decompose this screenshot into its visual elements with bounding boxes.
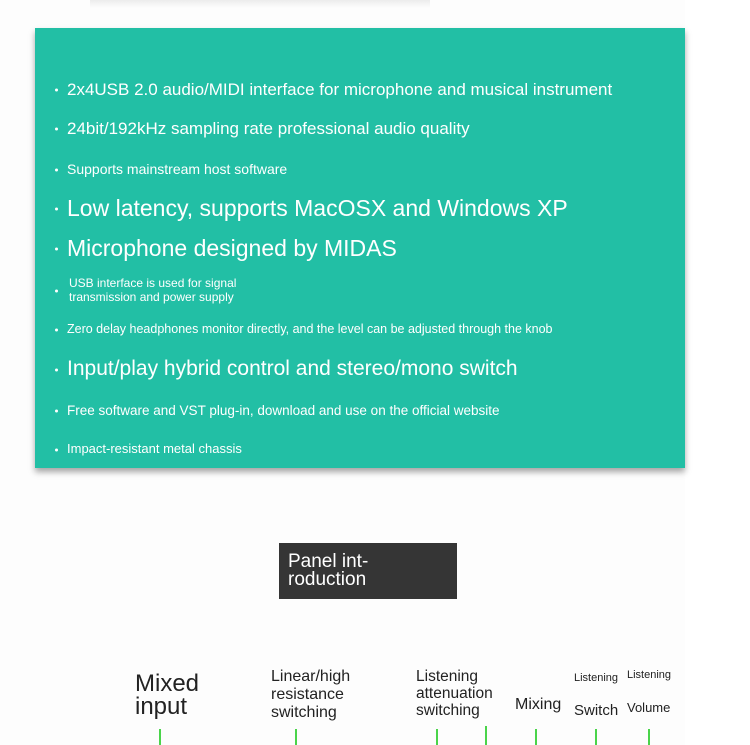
feature-text: Free software and VST plug-in, download and use on the official website	[67, 403, 500, 418]
feature-text: 2x4USB 2.0 audio/MIDI interface for microphone and musical instrument	[67, 80, 613, 99]
feature-text: Input/play hybrid control and stereo/mono switch	[67, 357, 518, 380]
bullet-icon	[55, 247, 58, 250]
pointer-line	[436, 729, 438, 745]
pointer-line	[648, 729, 650, 745]
feature-item	[35, 276, 675, 306]
pointer-line	[535, 729, 537, 745]
bullet-icon	[55, 369, 58, 372]
feature-item	[35, 322, 675, 338]
feature-panel	[35, 28, 685, 468]
pointer-line	[159, 729, 161, 745]
label-listening-switch-top: Listening	[574, 672, 619, 684]
bullet-icon	[55, 89, 58, 92]
feature-text: Impact-resistant metal chassis	[67, 441, 242, 456]
feature-item	[35, 235, 675, 262]
bullet-icon	[55, 410, 58, 413]
top-image-fragment	[90, 0, 430, 8]
feature-text: USB interface is used for signal transmission and power supply	[69, 276, 237, 304]
feature-text: Microphone designed by MIDAS	[67, 235, 397, 261]
label-listening-volume-top: Listening	[627, 669, 672, 681]
label-linear-high-switching: Linear/high resistance switching	[271, 668, 351, 721]
feature-item	[35, 442, 675, 458]
panel-introduction-title: Panel int-roduction	[288, 551, 369, 590]
feature-text: Low latency, supports MacOSX and Windows XP	[67, 195, 568, 221]
feature-text: Zero delay headphones monitor directly, and the level can be adjusted through the knob	[67, 322, 553, 336]
bullet-icon	[55, 168, 58, 171]
bullet-icon	[55, 207, 58, 210]
feature-item	[35, 161, 675, 178]
feature-item	[35, 403, 675, 419]
label-mixed-input: Mixed input	[135, 670, 200, 720]
feature-text: Supports mainstream host software	[67, 161, 288, 177]
pointer-line	[295, 729, 297, 745]
label-switch: Switch	[574, 702, 619, 719]
label-listening-attenuation: Listening attenuation switching	[416, 668, 493, 719]
feature-text: 24bit/192kHz sampling rate professional audio quality	[67, 119, 470, 138]
feature-item	[35, 80, 675, 100]
feature-item	[35, 357, 675, 383]
label-volume: Volume	[627, 700, 671, 715]
label-mixing: Mixing	[515, 696, 562, 713]
bullet-icon	[55, 329, 58, 332]
feature-item	[35, 119, 675, 139]
panel-introduction-heading	[279, 543, 457, 599]
pointer-line	[485, 726, 487, 745]
pointer-line	[595, 729, 597, 745]
feature-item	[35, 195, 675, 222]
bullet-icon	[55, 449, 58, 452]
bullet-icon	[55, 290, 58, 293]
bullet-icon	[55, 128, 58, 131]
